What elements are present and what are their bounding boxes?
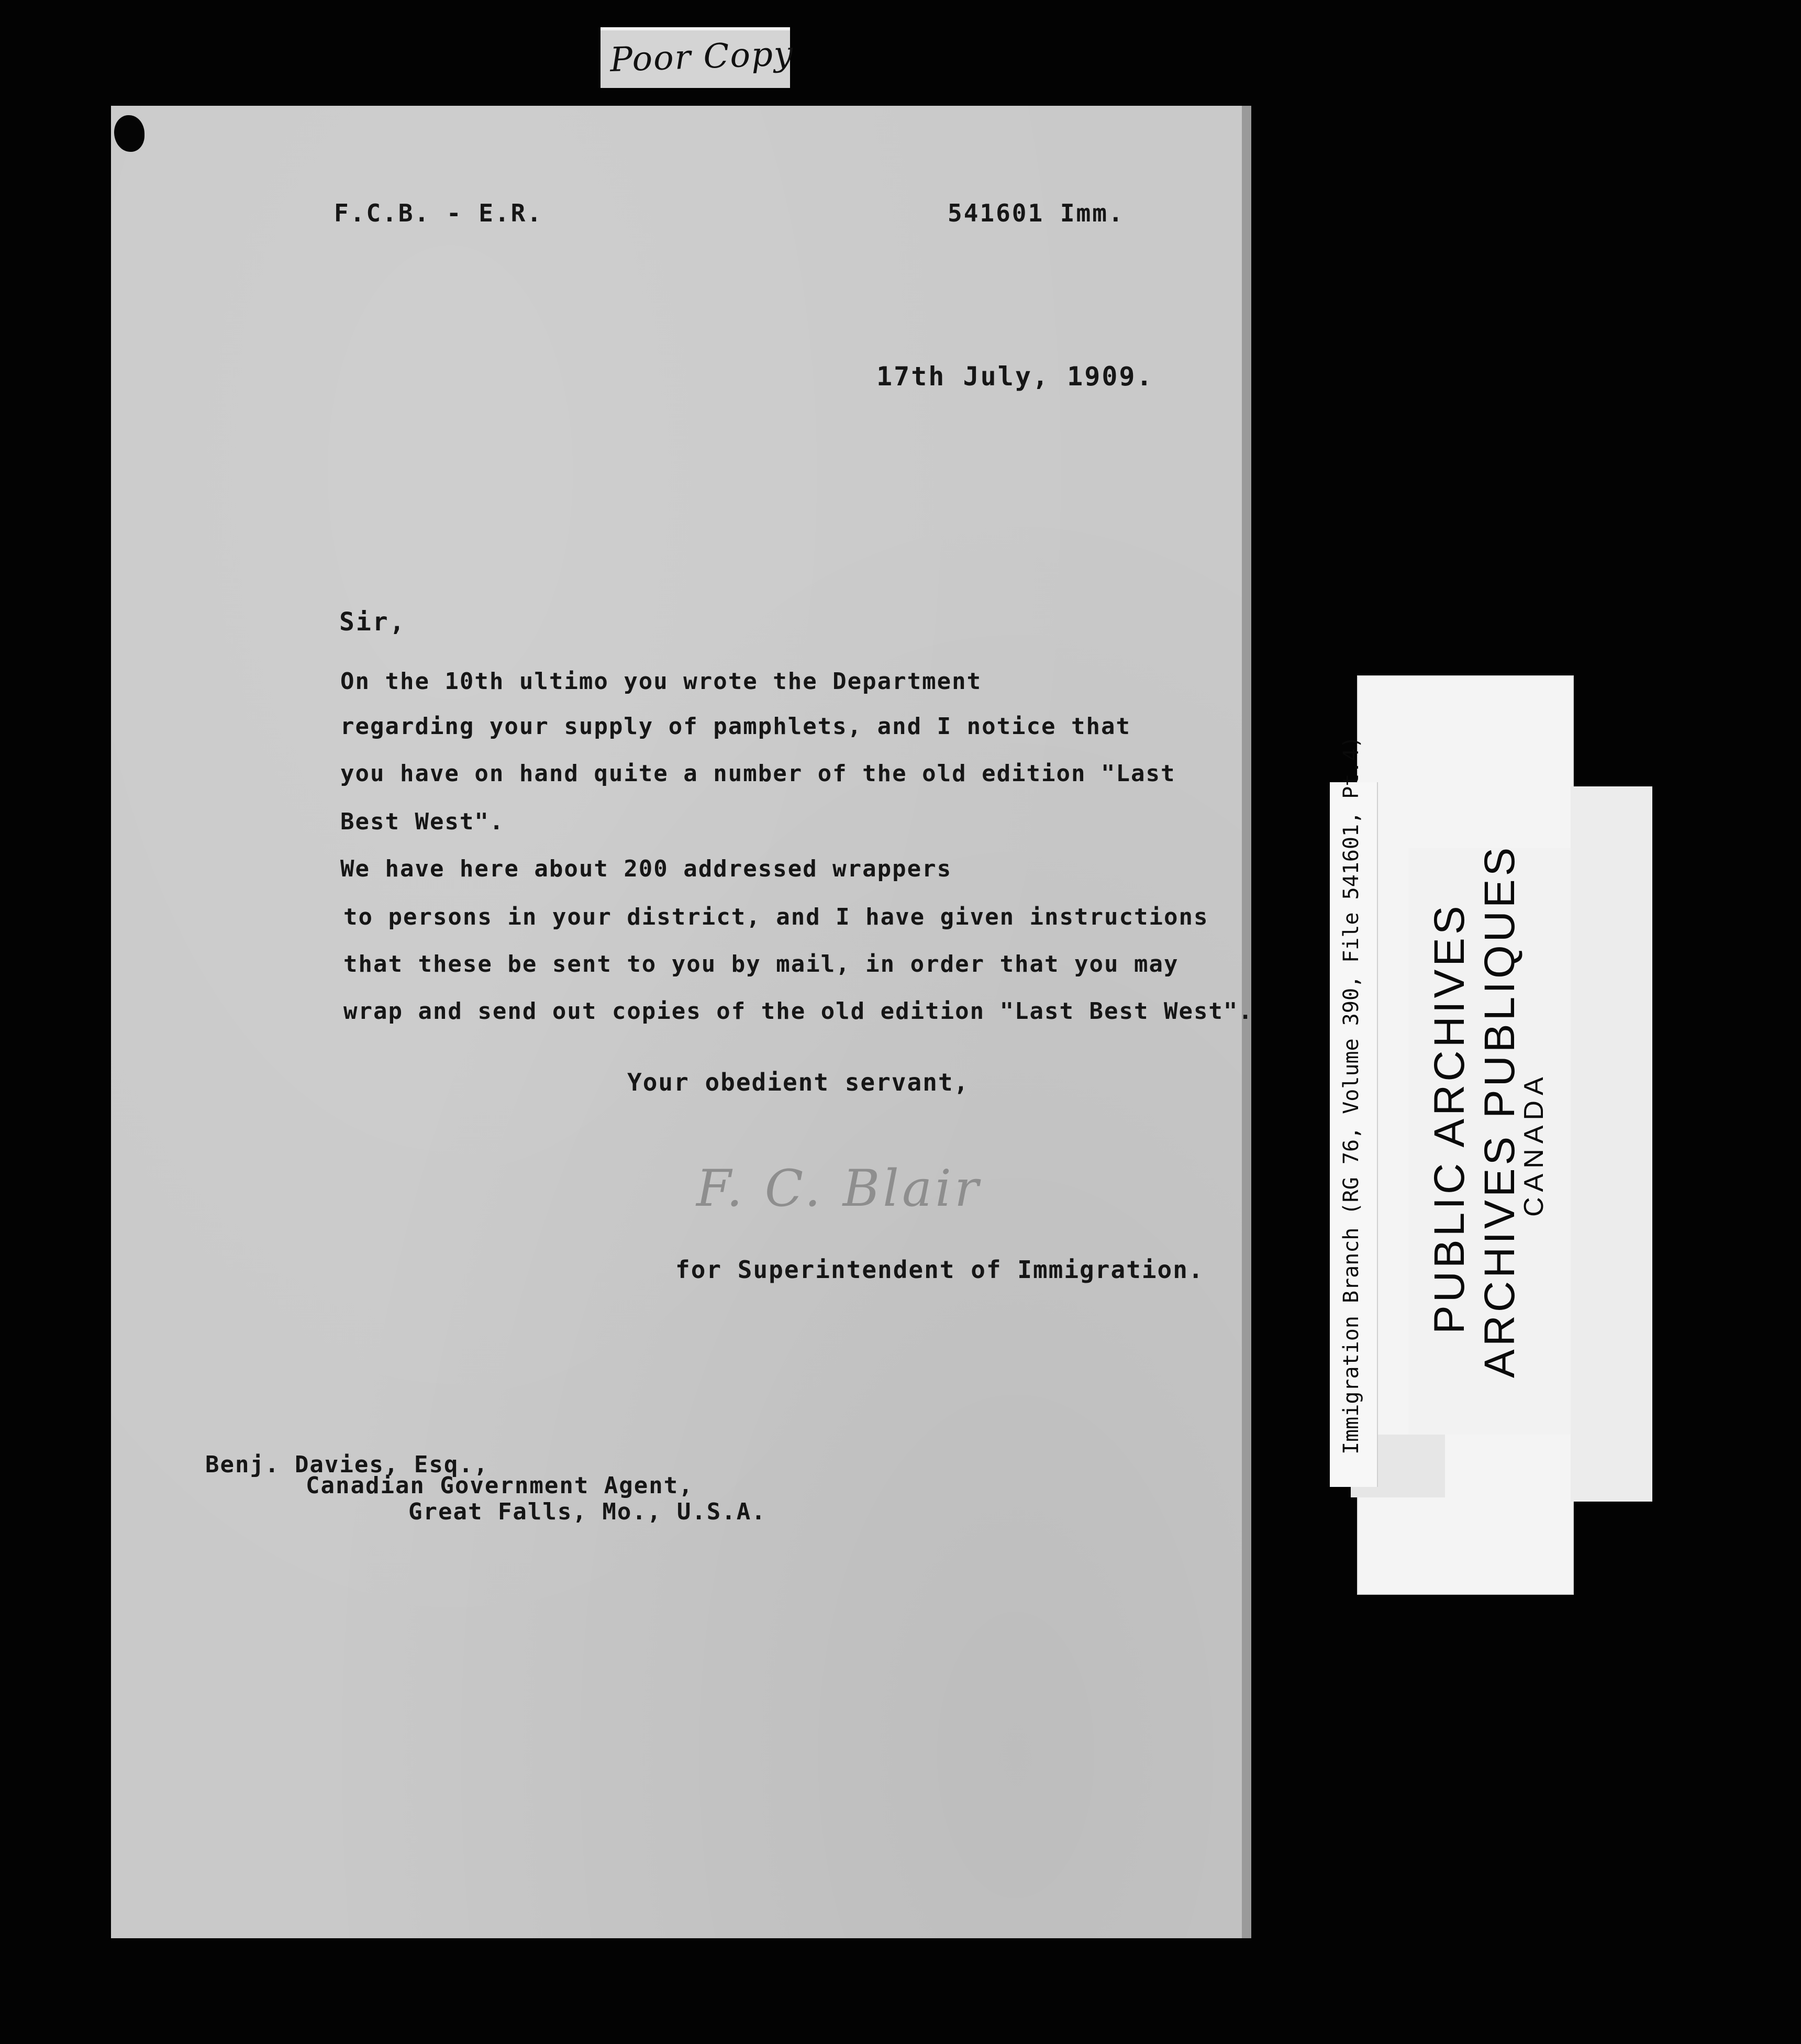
archive-source-reference: Immigration Branch (RG 76, Volume 390, File 541601, Pt.4) [1339,736,1363,1454]
paragraph-line: you have on hand quite a number of the old edition "Last [340,760,1176,787]
archive-name-english: PUBLIC ARCHIVES [1426,903,1473,1334]
letter-date: 17th July, 1909. [876,361,1154,392]
paragraph-line: to persons in your district, and I have given instructions [343,904,1209,930]
signature-role: for Superintendent of Immigration. [675,1256,1204,1284]
reference-initials: F.C.B. - E.R. [334,199,543,227]
label-strip-right [1571,786,1652,1502]
paragraph-line: that these be sent to you by mail, in order that you may [343,951,1179,977]
paragraph-line: Best West". [340,808,505,835]
poor-copy-text: Poor Copy [609,34,795,80]
salutation: Sir, [339,607,406,637]
signature-text: F. C. Blair [696,1159,982,1218]
closing: Your obedient servant, [627,1068,970,1096]
punch-hole [114,115,144,152]
signature [696,1159,982,1238]
archive-country: CANADA [1519,1072,1549,1217]
paragraph-line: regarding your supply of pamphlets, and I notice that [340,713,1131,740]
paragraph-line: On the 10th ultimo you wrote the Department [340,668,982,695]
address-line-3: Great Falls, Mo., U.S.A. [408,1498,766,1525]
archive-name-french: ARCHIVES PUBLIQUES [1476,844,1524,1378]
paragraph-line: We have here about 200 addressed wrappers [340,856,952,882]
address-line-2: Canadian Government Agent, [306,1472,694,1499]
address-line-1: Benj. Davies, Esq., [205,1451,489,1478]
poor-copy-tag [601,27,795,88]
paragraph-line: wrap and send out copies of the old edition "Last Best West". [343,998,1253,1025]
file-reference: 541601 Imm. [948,199,1125,227]
